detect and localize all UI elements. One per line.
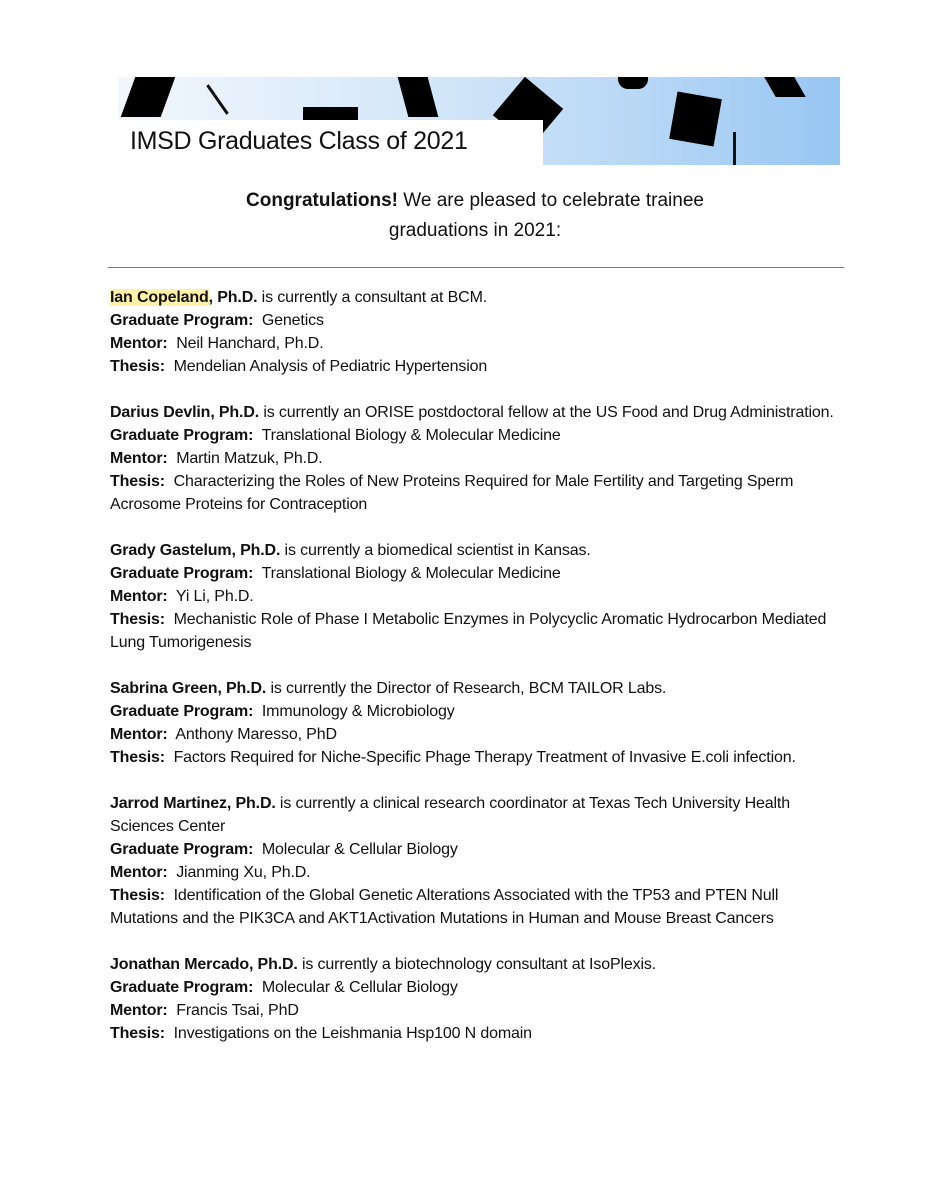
- page-title: IMSD Graduates Class of 2021: [130, 127, 468, 155]
- program-label: Graduate Program:: [110, 841, 254, 858]
- graduate-headline: [110, 539, 845, 562]
- graduate-degree: , Ph.D.: [210, 404, 260, 421]
- thesis: Identification of the Global Genetic Alterations Associated with the TP53 and PTEN Null Mutations and the PIK3CA and AKT1Activation Mutations in Human and Mouse Breast Cancers: [110, 887, 779, 927]
- graduate-name: Grady Gastelum: [110, 542, 232, 559]
- program-label: Graduate Program:: [110, 427, 254, 444]
- graduate-name: Jarrod Martinez: [110, 795, 227, 812]
- mentor-label: Mentor:: [110, 726, 168, 743]
- graduate-entry: [110, 401, 845, 516]
- graduate-program-line: [110, 309, 845, 332]
- thesis-label: Thesis:: [110, 749, 165, 766]
- graduate-degree: , Ph.D.: [248, 956, 298, 973]
- graduation-cap-icon: [398, 77, 439, 117]
- graduate-entry: [110, 286, 845, 378]
- program-label: Graduate Program:: [110, 565, 254, 582]
- mentor: Anthony Maresso, PhD: [175, 726, 337, 743]
- mentor-label: Mentor:: [110, 588, 168, 605]
- graduate-headline: [110, 677, 845, 700]
- program-label: Graduate Program:: [110, 703, 254, 720]
- graduate-status: is currently a clinical research coordinator at Texas Tech University Health Sciences Center: [110, 795, 790, 835]
- divider: [108, 267, 844, 268]
- mentor-line: [110, 585, 845, 608]
- intro-rest: We are pleased to celebrate trainee: [398, 190, 704, 211]
- graduate-program-line: [110, 700, 845, 723]
- header-banner: [118, 77, 840, 165]
- thesis-line: [110, 884, 845, 930]
- graduate-degree: , Ph.D.: [231, 542, 281, 559]
- graduate-name: Sabrina Green: [110, 680, 218, 697]
- thesis: Mendelian Analysis of Pediatric Hypertension: [173, 358, 488, 375]
- mentor-label: Mentor:: [110, 1002, 168, 1019]
- graduate-status: is currently the Director of Research, BCM TAILOR Labs.: [266, 680, 667, 697]
- graduate-program-line: [110, 976, 845, 999]
- mentor-line: [110, 861, 845, 884]
- thesis: Factors Required for Niche-Specific Phage Therapy Treatment of Invasive E.coli infection.: [173, 749, 796, 766]
- tassel-icon: [733, 132, 736, 165]
- graduate-status: is currently a biomedical scientist in Kansas.: [280, 542, 591, 559]
- thesis: Characterizing the Roles of New Proteins Required for Male Fertility and Targeting Sperm Acrosome Proteins for Contraception: [110, 473, 794, 513]
- graduate-program-line: [110, 424, 845, 447]
- thesis-label: Thesis:: [110, 887, 165, 904]
- graduate-entry: [110, 953, 845, 1045]
- graduation-cap-icon: [121, 77, 176, 117]
- mentor-line: [110, 332, 845, 355]
- graduation-cap-icon: [618, 77, 648, 89]
- graduate-program: Genetics: [261, 312, 324, 329]
- intro-text: [180, 186, 770, 246]
- thesis-label: Thesis:: [110, 473, 165, 490]
- tassel-icon: [206, 84, 229, 114]
- mentor-label: Mentor:: [110, 335, 168, 352]
- graduate-headline: [110, 792, 845, 838]
- graduate-status: is currently a biotechnology consultant at IsoPlexis.: [297, 956, 657, 973]
- graduate-name: Darius Devlin: [110, 404, 211, 421]
- graduate-program-line: [110, 562, 845, 585]
- program-label: Graduate Program:: [110, 979, 254, 996]
- graduate-name: Ian Copeland: [110, 289, 209, 306]
- graduate-status: is currently an ORISE postdoctoral fellow at the US Food and Drug Administration.: [259, 404, 834, 421]
- thesis-line: [110, 1022, 845, 1045]
- graduation-cap-icon: [764, 77, 806, 97]
- mentor-line: [110, 447, 845, 470]
- thesis-line: [110, 608, 845, 654]
- mentor: Yi Li, Ph.D.: [175, 588, 254, 605]
- mentor-label: Mentor:: [110, 450, 168, 467]
- graduation-cap-icon: [669, 91, 722, 146]
- thesis-label: Thesis:: [110, 611, 165, 628]
- graduate-headline: [110, 953, 845, 976]
- thesis-line: [110, 355, 845, 378]
- mentor: Neil Hanchard, Ph.D.: [176, 335, 324, 352]
- graduate-degree: , Ph.D.: [217, 680, 267, 697]
- thesis-label: Thesis:: [110, 358, 165, 375]
- mentor: Martin Matzuk, Ph.D.: [176, 450, 323, 467]
- mentor: Francis Tsai, PhD: [176, 1002, 299, 1019]
- mentor: Jianming Xu, Ph.D.: [176, 864, 311, 881]
- graduate-entry: [110, 792, 845, 930]
- graduate-program: Translational Biology & Molecular Medicine: [261, 427, 561, 444]
- program-label: Graduate Program:: [110, 312, 254, 329]
- mentor-line: [110, 723, 845, 746]
- mentor-label: Mentor:: [110, 864, 168, 881]
- graduate-degree: , Ph.D.: [208, 289, 258, 306]
- thesis: Mechanistic Role of Phase I Metabolic Enzymes in Polycyclic Aromatic Hydrocarbon Mediated Lung Tumorigenesis: [110, 611, 827, 651]
- graduate-entry: [110, 539, 845, 654]
- graduate-program: Translational Biology & Molecular Medicine: [261, 565, 561, 582]
- graduate-degree: , Ph.D.: [226, 795, 276, 812]
- intro-bold: Congratulations!: [246, 190, 399, 211]
- thesis: Investigations on the Leishmania Hsp100 N domain: [173, 1025, 532, 1042]
- graduate-program: Molecular & Cellular Biology: [261, 841, 458, 858]
- graduate-program: Immunology & Microbiology: [261, 703, 455, 720]
- thesis-line: [110, 470, 845, 516]
- mentor-line: [110, 999, 845, 1022]
- thesis-label: Thesis:: [110, 1025, 165, 1042]
- graduate-name: Jonathan Mercado: [110, 956, 249, 973]
- graduate-status: is currently a consultant at BCM.: [257, 289, 488, 306]
- thesis-line: [110, 746, 845, 769]
- graduate-headline: [110, 286, 845, 309]
- graduate-list: [110, 286, 845, 1068]
- graduate-program: Molecular & Cellular Biology: [261, 979, 458, 996]
- graduate-entry: [110, 677, 845, 769]
- intro-line2: graduations in 2021:: [388, 220, 562, 241]
- graduate-program-line: [110, 838, 845, 861]
- graduate-headline: [110, 401, 845, 424]
